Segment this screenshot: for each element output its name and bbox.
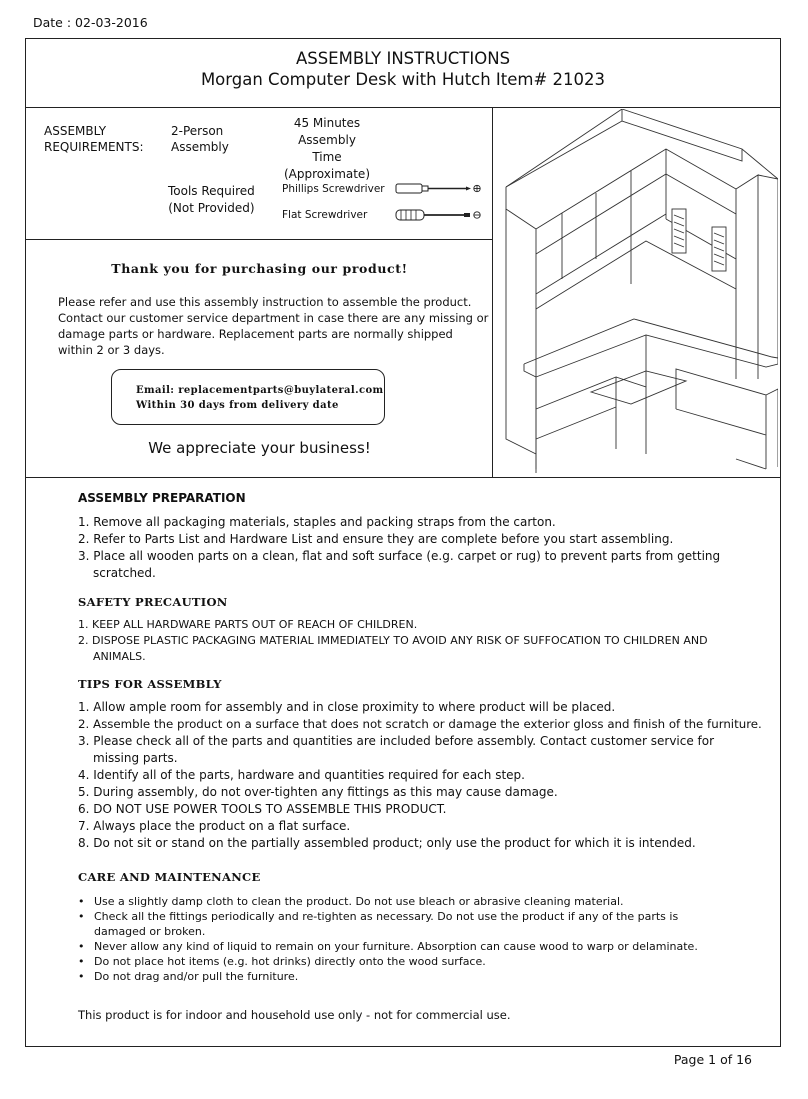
document-title: ASSEMBLY INSTRUCTIONS	[295, 49, 511, 68]
list-item: 2. DISPOSE PLASTIC PACKAGING MATERIAL IMMEDIATELY TO AVOID ANY RISK OF SUFFOCATION TO CHILDREN AND ANIMALS.	[78, 634, 708, 663]
thank-you-heading: Thank you for purchasing our product!	[111, 261, 408, 276]
list-item: 3. Place all wooden parts on a clean, flat and soft surface (e.g. carpet or rug) to prevent parts from getting scratched.	[78, 549, 721, 580]
contact-email: Email: replacementparts@buylateral.com	[136, 385, 384, 396]
desk-illustration	[496, 109, 778, 473]
safety-heading: SAFETY PRECAUTION	[78, 595, 228, 609]
list-item: 6. DO NOT USE POWER TOOLS TO ASSEMBLE THIS PRODUCT.	[78, 802, 447, 816]
divider	[26, 477, 780, 478]
list-item: 3. Please check all of the parts and quantities are included before assembly. Contact customer service for missing parts.	[78, 734, 715, 765]
instruction-frame	[25, 38, 781, 1047]
tool-phillips-label: Phillips Screwdriver	[282, 183, 385, 195]
divider	[26, 239, 493, 240]
list-item: 1. Remove all packaging materials, staples and packing straps from the carton.	[78, 515, 556, 529]
contact-box	[111, 369, 385, 425]
page-number: Page 1 of 16	[673, 1052, 752, 1067]
preparation-list	[78, 514, 768, 582]
divider	[492, 107, 493, 477]
tips-list	[78, 699, 768, 852]
instructions-body	[78, 491, 768, 1022]
list-item: 1. KEEP ALL HARDWARE PARTS OUT OF REACH OF CHILDREN.	[78, 618, 418, 631]
tips-heading: TIPS FOR ASSEMBLY	[78, 677, 222, 691]
appreciation-message: We appreciate your business!	[148, 439, 371, 457]
care-heading: CARE AND MAINTENANCE	[78, 870, 261, 884]
persons-requirement: 2-Person Assembly	[171, 124, 229, 154]
preparation-heading: ASSEMBLY PREPARATION	[78, 491, 246, 505]
list-item: 5. During assembly, do not over-tighten any fittings as this may cause damage.	[78, 785, 558, 799]
list-item: 8. Do not sit or stand on the partially assembled product; only use the product for which it is intended.	[78, 836, 696, 850]
list-item: 4. Identify all of the parts, hardware and quantities required for each step.	[78, 768, 525, 782]
list-item: • Use a slightly damp cloth to clean the product. Do not use bleach or abrasive cleaning material.	[78, 895, 624, 908]
document-date: Date : 02-03-2016	[33, 15, 148, 30]
divider	[26, 107, 780, 108]
screwdriver-icon	[394, 179, 484, 225]
list-item: • Do not place hot items (e.g. hot drinks) directly onto the wood surface.	[78, 955, 486, 968]
care-list	[78, 894, 768, 984]
intro-paragraph: Please refer and use this assembly instruction to assemble the product. Contact our customer service department in case there are any missing or damage parts or hardware. Replacement parts are normally shipped within 2 or 3 days.	[58, 295, 489, 357]
requirements-label: ASSEMBLY REQUIREMENTS:	[44, 124, 144, 154]
list-item: 7. Always place the product on a flat surface.	[78, 819, 351, 833]
tool-flat-label: Flat Screwdriver	[282, 209, 368, 221]
list-item: • Do not drag and/or pull the furniture.	[78, 970, 299, 983]
list-item: 2. Refer to Parts List and Hardware List and ensure they are complete before you start assembling.	[78, 532, 674, 546]
list-item: 2. Assemble the product on a surface that does not scratch or damage the exterior gloss and finish of the furniture.	[78, 717, 762, 731]
list-item: 1. Allow ample room for assembly and in close proximity to where product will be placed.	[78, 700, 616, 714]
product-title: Morgan Computer Desk with Hutch Item# 21023	[200, 70, 606, 89]
contact-window: Within 30 days from delivery date	[136, 400, 339, 411]
tools-required: Tools Required (Not Provided)	[168, 184, 255, 215]
list-item: • Check all the fittings periodically and re-tighten as necessary. Do not use the product if any of the parts is damaged or broken.	[78, 910, 679, 938]
usage-note: This product is for indoor and household use only - not for commercial use.	[78, 1008, 511, 1022]
assembly-time: 45 Minutes Assembly Time (Approximate)	[283, 116, 370, 181]
safety-list	[78, 617, 768, 665]
list-item: • Never allow any kind of liquid to remain on your furniture. Absorption can cause wood to warp or delaminate.	[78, 940, 698, 953]
